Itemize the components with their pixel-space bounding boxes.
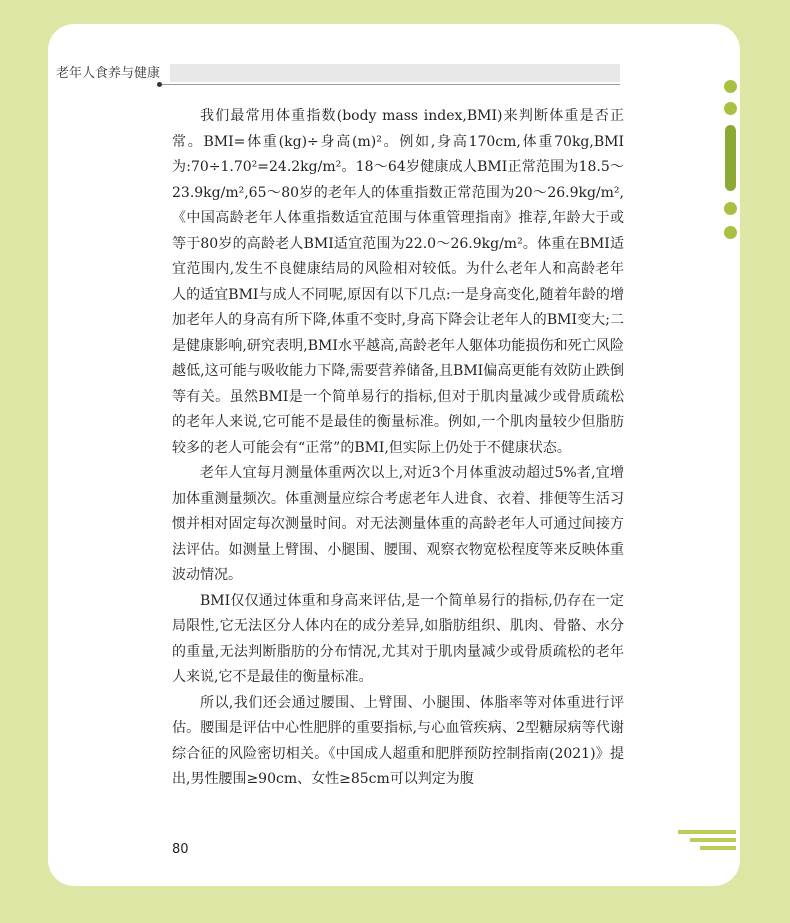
paragraph: 我们最常用体重指数(body mass index,BMI)来判断体重是否正常。BMI=体重(kg)÷身高(m)²。例如,身高170cm,体重70kg,BMI为:70÷1.70²=24.2kg/m²。18～64岁健康成人BMI正常范围为18.5～23.9kg/m²,65～80岁的老年人的体重指数正常范围为20～26.9kg/m²,《中国高龄老年人体重指数适宜范围与体重管理指南》推荐,年龄大于或等于80岁的高龄老人BMI适宜范围为22.0～26.9kg/m²。体重在BMI适宜范围内,发生不良健康结局的风险相对较低。为什么老年人和高龄老年人的适宜BMI与成人不同呢,原因有以下几点:一是身高变化,随着年龄的增加老年人的身高有所下降,体重不变时,身高下降会让老年人的BMI变大;二是健康影响,研究表明,BMI水平越高,高龄老年人躯体功能损伤和死亡风险越低,这可能与吸收能力下降,需要营养储备,且BMI偏高更能有效防止跌倒等有关。虽然BMI是一个简单易行的指标,但对于肌肉量减少或骨质疏松的老年人来说,它可能不是最佳的衡量标准。例如,一个肌肉量较少但脂肪较多的老人可能会有“正常”的BMI,但实际上仍处于不健康状态。 xyxy=(172,108,624,456)
paragraph: 老年人宜每月测量体重两次以上,对近3个月体重波动超过5%者,宜增加体重测量频次。体重测量应综合考虑老年人进食、衣着、排便等生活习惯并相对固定每次测量时间。对无法测量体重的高龄老年人可通过间接方法评估。如测量上臂围、小腿围、腰围、观察衣物宽松程度等来反映体重波动情况。 xyxy=(172,465,624,583)
page-number: 80 xyxy=(172,842,189,857)
decorative-dot xyxy=(724,202,737,215)
decorative-stripe xyxy=(690,838,736,842)
running-header-title: 老年人食养与健康 xyxy=(56,66,161,81)
header-rule-dot xyxy=(157,82,162,87)
header-band xyxy=(170,64,620,82)
decorative-pill xyxy=(725,125,736,191)
decorative-stripe xyxy=(678,830,736,834)
body-text xyxy=(172,104,624,793)
decorative-dot xyxy=(724,80,737,93)
decorative-stripe xyxy=(700,846,736,850)
paragraph: BMI仅仅通过体重和身高来评估,是一个简单易行的指标,仍存在一定局限性,它无法区分人体内在的成分差异,如脂肪组织、肌肉、骨骼、水分的重量,无法判断脂肪的分布情况,尤其对于肌肉量减少或骨质疏松的老年人来说,它不是最佳的衡量标准。 xyxy=(172,592,624,685)
decorative-dot xyxy=(724,226,737,239)
decorative-dot xyxy=(724,102,737,115)
header-rule xyxy=(160,84,620,85)
paragraph: 所以,我们还会通过腰围、上臂围、小腿围、体脂率等对体重进行评估。腰围是评估中心性肥胖的重要指标,与心血管疾病、2型糖尿病等代谢综合征的风险密切相关。《中国成人超重和肥胖预防控制指南(2021)》提出,男性腰围≥90cm、女性≥85cm可以判定为腹 xyxy=(172,694,624,787)
